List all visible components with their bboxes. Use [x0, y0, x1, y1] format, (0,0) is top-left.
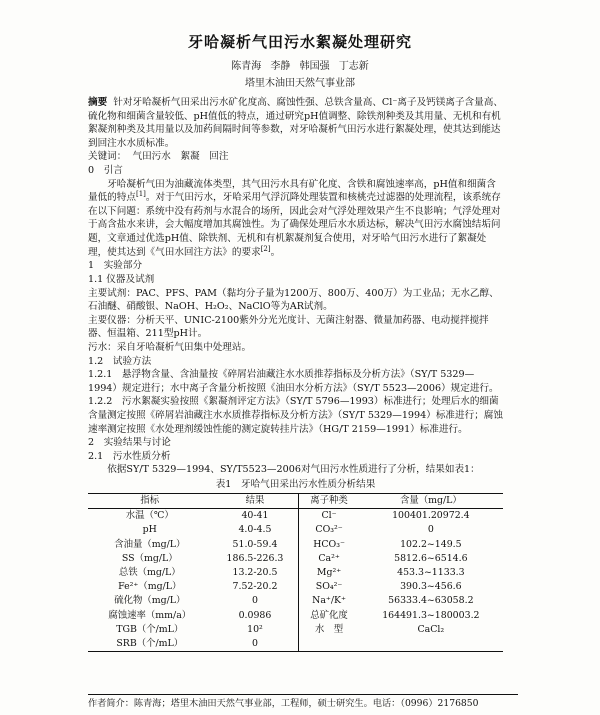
keywords-label: 关键词： [88, 151, 127, 163]
subsection-heading-materials: 1.1 仪器及试剂 [88, 273, 155, 285]
table-row [88, 608, 503, 622]
affiliation: 塔里木油田天然气事业部 [245, 78, 355, 89]
table-cell: 13.2-20.5 [232, 567, 278, 579]
table-row [88, 637, 503, 652]
table-cell: Fe²⁺（mg/L） [118, 581, 182, 593]
table-cell: 40-41 [241, 510, 269, 522]
water-source-paragraph: 污水：采自牙哈凝析气田集中处理站。 [88, 341, 252, 353]
table-cell: 390.3~456.6 [400, 581, 462, 593]
author: 李静 [270, 61, 291, 72]
method-1-2-2: 1.2.2 污水絮凝实验按照《絮凝剂评定方法》（SY/T 5796—1993）标准进行；处理后水的细菌含量测定按照《碎屑岩油藏注水水质推荐指标及分析方法》（SY/T 5329—1994）标准进行；腐蚀速率测定按照《水处理剂缓蚀性能的测定旋转挂片法》（HG/T 2159—1991）标准进行。 [88, 396, 503, 435]
table-cell: CO₃²⁻ [299, 523, 359, 537]
table-cell: 含油量（mg/L） [114, 538, 186, 550]
table-cell: 水 型 [299, 622, 359, 636]
table-cell [359, 637, 503, 652]
table-cell: 164491.3~180003.2 [382, 609, 480, 621]
author-list [0, 60, 600, 74]
reagents-paragraph: 主要试剂：PAC、PFS、PAM（黏均分子量为1200万、800万、400万）为工业品；无水乙醇、石油醚、硝酸银、NaOH、H₂O₂、NaClO等为AR试剂。 [88, 287, 499, 313]
table-cell: SS（mg/L） [121, 552, 178, 564]
table-row [88, 523, 503, 537]
water-property-table [88, 493, 503, 652]
table-row [88, 580, 503, 594]
paper-title: 牙哈凝析气田污水絮凝处理研究 [187, 33, 412, 51]
keywords-text: 气田污水 絮凝 回注 [132, 151, 229, 163]
table-cell: Cl⁻ [299, 508, 359, 523]
author-footnote: 作者简介：陈青海；塔里木油田天然气事业部，工程师，硕士研究生。电话：（0996）2176850 [88, 694, 518, 710]
table-header-cell: 结果 [245, 495, 265, 507]
table-caption: 表1 牙哈气田采出污水性质分析结果 [215, 479, 376, 491]
table-cell: SO₄²⁻ [299, 580, 359, 594]
table-cell: SRB（个/mL） [116, 637, 184, 649]
instruments-paragraph: 主要仪器：分析天平、UNIC-2100紫外分光光度计、无菌注射器、微量加药器、电动搅拌搅拌器、恒温箱、211型pH计。 [88, 314, 489, 340]
abstract-text: 针对牙哈凝析气田采出污水矿化度高、腐蚀性强、总铁含量高、Cl⁻离子及钙镁离子含量高、硫化物和细菌含量较低、pH值低的特点，通过研究pH值调整、除铁剂种类及其用量、无机和有机絮凝剂种类及其用量以及加药间隔时间等参数，对牙哈凝析气田污水进行絮凝处理，使其达到能达到回注水水质标准。 [88, 97, 503, 149]
table-cell: 总矿化度 [299, 608, 359, 622]
table-cell: 硫化物（mg/L） [114, 595, 186, 607]
table-cell: Mg²⁺ [299, 566, 359, 580]
table-cell: 100401.20972.4 [392, 510, 470, 522]
table-row [88, 508, 503, 523]
table-cell: 10² [247, 623, 263, 635]
table-header-cell: 含量（mg/L） [399, 495, 462, 507]
table-cell: 7.52-20.2 [232, 581, 278, 593]
subsection-heading-water-analysis: 2.1 污水性质分析 [88, 450, 171, 462]
table-cell: 453.3~1133.3 [397, 567, 465, 579]
author: 丁志新 [338, 61, 369, 72]
subsection-heading-methods: 1.2 试验方法 [88, 355, 152, 367]
table-cell: 51.0-59.4 [232, 538, 278, 550]
table-cell: Ca²⁺ [299, 551, 359, 565]
section-heading-experiment: 1 实验部分 [88, 260, 143, 272]
body-text [88, 96, 503, 652]
table-cell: HCO₃⁻ [299, 537, 359, 551]
table-cell: 102.2~149.5 [400, 538, 462, 550]
table-cell: 0 [251, 637, 258, 649]
table-cell: 0 [251, 595, 258, 607]
table-cell: pH [142, 524, 157, 536]
section-heading-intro: 0 引言 [88, 165, 123, 177]
table-cell: 腐蚀速率（mm/a） [108, 609, 192, 621]
author: 陈青海 [231, 61, 262, 72]
section-heading-results: 2 实验结果与讨论 [88, 437, 171, 449]
table-row [88, 622, 503, 636]
abstract [88, 96, 503, 150]
table-header-cell: 离子种类 [299, 493, 359, 508]
analysis-paragraph: 依据SY/T 5329—1994、SY/T5523—2006对气田污水性质进行了分析，结果如表1： [107, 464, 480, 476]
table-cell: 56333.4~63058.2 [388, 595, 474, 607]
table-row [88, 594, 503, 608]
table-row [88, 551, 503, 565]
table-cell [299, 637, 359, 652]
table-cell: 5812.6~6514.6 [394, 552, 468, 564]
intro-paragraph: 牙哈凝析气田为油藏流体类型，其气田污水具有矿化度、含铁和腐蚀速率高，pH值和细菌含量低的特点[1]。对于气田污水，牙哈采用气浮沉降处理装置和核桃壳过滤器的处理流程，该系统存在以下问题：系统中没有药剂与水混合的场所，因此会对气浮处理效果产生不良影响；气浮处理对于高含盐水来讲，会大幅度增加其腐蚀性。为了确保处理后水水质达标，解决气田污水腐蚀结垢问题，文章通过优选pH值、除铁剂、无机和有机絮凝剂复合使用，对牙哈气田污水进行了絮凝处理，使其达到《气田水回注方法》的要求[2]。 [88, 178, 501, 258]
table-cell: 0.0986 [238, 609, 272, 621]
table-cell: TGB（个/mL） [116, 623, 184, 635]
table-cell: 总铁（mg/L） [118, 567, 181, 579]
citation-2: [2] [260, 244, 271, 253]
citation-1: [1] [135, 190, 146, 199]
table-cell: Na⁺/K⁺ [299, 594, 359, 608]
table-row [88, 537, 503, 551]
table-cell: 0 [427, 524, 434, 536]
table-cell: 4.0-4.5 [238, 524, 272, 536]
table-cell: 水温（℃） [125, 510, 174, 522]
table-cell: CaCl₂ [417, 623, 445, 635]
keywords [88, 150, 503, 164]
table-cell: 186.5-226.3 [226, 552, 284, 564]
abstract-label: 摘要 [88, 97, 108, 108]
method-1-2-1: 1.2.1 悬浮物含量、含油量按《碎屑岩油藏注水水质推荐指标及分析方法》（SY/T 5329—1994）规定进行；水中离子含量分析按照《油田水分析方法》（SY/T 5523—2006）规定进行。 [88, 369, 499, 394]
table-header-cell: 指标 [140, 495, 160, 507]
table-row [88, 566, 503, 580]
table-header-row [88, 493, 503, 508]
author: 韩国强 [299, 61, 330, 72]
